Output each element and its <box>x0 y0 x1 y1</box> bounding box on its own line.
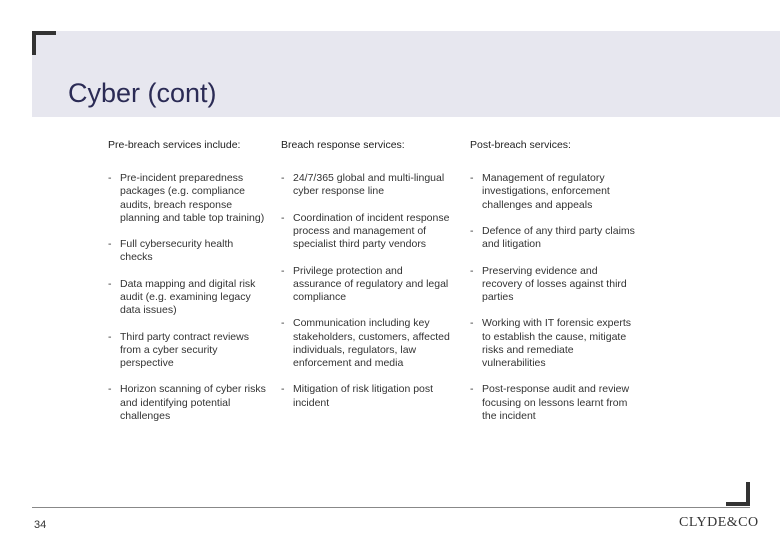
list-item: - Data mapping and digital risk audit (e.g. examining legacy data issues) <box>108 278 266 318</box>
list-item: - Management of regulatory investigations, enforcement challenges and appeals <box>470 172 640 212</box>
corner-bracket-bottom-right-vertical <box>746 482 750 506</box>
breach-response-column <box>281 139 451 423</box>
column-heading: Breach response services: <box>281 139 405 151</box>
list-item: - Mitigation of risk litigation post incident <box>281 383 451 409</box>
list-item: - Coordination of incident response process and management of specialist third party vendors <box>281 212 451 252</box>
pre-breach-column <box>108 139 266 436</box>
service-list <box>108 172 266 423</box>
list-item: - Full cybersecurity health checks <box>108 238 266 264</box>
page-number: 34 <box>34 519 47 531</box>
footer-divider <box>32 507 750 508</box>
list-item: - Post-response audit and review focusing on lessons learnt from the incident <box>470 383 640 423</box>
list-item: - Communication including key stakeholders, customers, affected individuals, regulators, law enforcement and media <box>281 317 451 370</box>
list-item: - Working with IT forensic experts to establish the cause, mitigate risks and remediate vulnerabilities <box>470 317 640 370</box>
post-breach-column <box>470 139 640 436</box>
list-item: - Privilege protection and assurance of regulatory and legal compliance <box>281 265 451 305</box>
list-item: - 24/7/365 global and multi-lingual cyber response line <box>281 172 451 198</box>
list-item: - Preserving evidence and recovery of losses against third parties <box>470 265 640 305</box>
column-heading: Pre-breach services include: <box>108 139 241 151</box>
company-logo: CLYDE&CO <box>679 515 759 530</box>
slide-title: Cyber (cont) <box>68 78 217 108</box>
list-item: - Horizon scanning of cyber risks and identifying potential challenges <box>108 383 266 423</box>
service-list <box>470 172 640 423</box>
service-list <box>281 172 451 410</box>
corner-bracket-top-left-vertical <box>32 31 36 55</box>
list-item: - Third party contract reviews from a cyber security perspective <box>108 331 266 371</box>
list-item: - Pre-incident preparedness packages (e.g. compliance audits, breach response planning and table top training) <box>108 172 266 225</box>
list-item: - Defence of any third party claims and litigation <box>470 225 640 251</box>
column-heading: Post-breach services: <box>470 139 571 151</box>
